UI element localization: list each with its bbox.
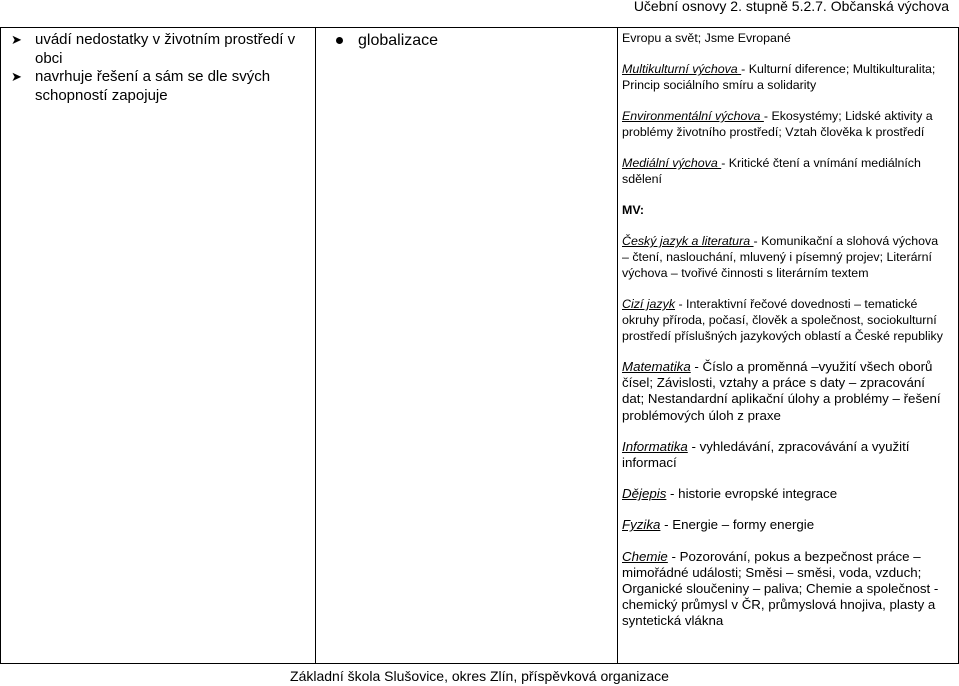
paragraph: Chemie - Pozorování, pokus a bezpečnost práce – mimořádné události; Směsi – směsi, voda, vzduch; Organické sloučeniny – paliva; Chemie a společnost - chemický průmysl v ČR, průmyslová hnojiva, plasty a syntetická vlákna: [622, 548, 939, 629]
topics-list: [316, 28, 617, 51]
subject-link: Dějepis: [622, 486, 667, 502]
subject-link: Fyzika: [622, 517, 661, 533]
paragraph: Dějepis - historie evropské integrace: [622, 486, 838, 502]
paragraph: Informatika - vyhledávání, zpracovávání a využití informací: [622, 438, 910, 471]
arrow-icon: ➤: [11, 32, 22, 47]
bullet-icon: [336, 37, 343, 44]
outcomes-list: [1, 28, 315, 105]
paragraph: Matematika - Číslo a proměnná –využití všech oborů čísel; Závislosti, vztahy a práce s daty – zpracování dat; Nestandardní aplikační úlohy a problémy – řešení problémových úloh z praxe: [622, 359, 941, 423]
paragraph: Mediální výchova - Kritické čtení a vnímání mediálních sdělení: [622, 156, 921, 186]
subject-link: Environmentální výchova: [622, 109, 764, 123]
subject-link: Matematika: [622, 359, 691, 374]
paragraph: Cizí jazyk - Interaktivní řečové dovednosti – tematické okruhy příroda, počasí, člověk a společnost, sociokulturní prostředí příslušných jazykových oblastí a České republiky: [622, 297, 943, 343]
list-item: globalizace: [336, 31, 617, 51]
paragraph: Fyzika - Energie – formy energie: [622, 517, 815, 533]
outcomes-cell: [1, 28, 316, 664]
topics-cell: [316, 28, 618, 664]
mv-label: MV:: [622, 203, 645, 217]
list-item: ➤ uvádí nedostatky v životním prostředí v obci: [11, 31, 296, 67]
paragraph: Environmentální výchova - Ekosystémy; Lidské aktivity a problémy životního prostředí; Vztah člověka k prostředí: [622, 109, 933, 139]
subject-link: Cizí jazyk: [622, 297, 676, 311]
arrow-icon: ➤: [11, 69, 22, 84]
subject-link: Informatika: [622, 438, 688, 454]
subject-link: Český jazyk a literatura: [622, 234, 754, 248]
crosscurricular-cell: [618, 28, 959, 664]
subject-link: Mediální výchova: [622, 156, 722, 170]
subject-link: Multikulturní výchova: [622, 62, 742, 76]
paragraph: Český jazyk a literatura - Komunikační a slohová výchova – čtení, naslouchání, mluvený i písemný projev; Literární výchova – tvořivé činnosti s literárním textem: [622, 234, 939, 280]
paragraph: Multikulturní výchova - Kulturní diference; Multikulturalita; Princip sociálního smíru a solidarity: [622, 62, 936, 92]
page-header: Učební osnovy 2. stupně 5.2.7. Občanská výchova: [633, 0, 949, 14]
curriculum-table: [0, 27, 959, 664]
table-row: [1, 28, 959, 664]
page-footer: Základní škola Slušovice, okres Zlín, příspěvková organizace: [290, 668, 669, 684]
paragraph: Evropu a svět; Jsme Evropané: [622, 31, 791, 45]
list-item: ➤ navrhuje řešení a sám se dle svých schopností zapojuje: [11, 68, 271, 104]
subject-link: Chemie: [622, 548, 668, 564]
